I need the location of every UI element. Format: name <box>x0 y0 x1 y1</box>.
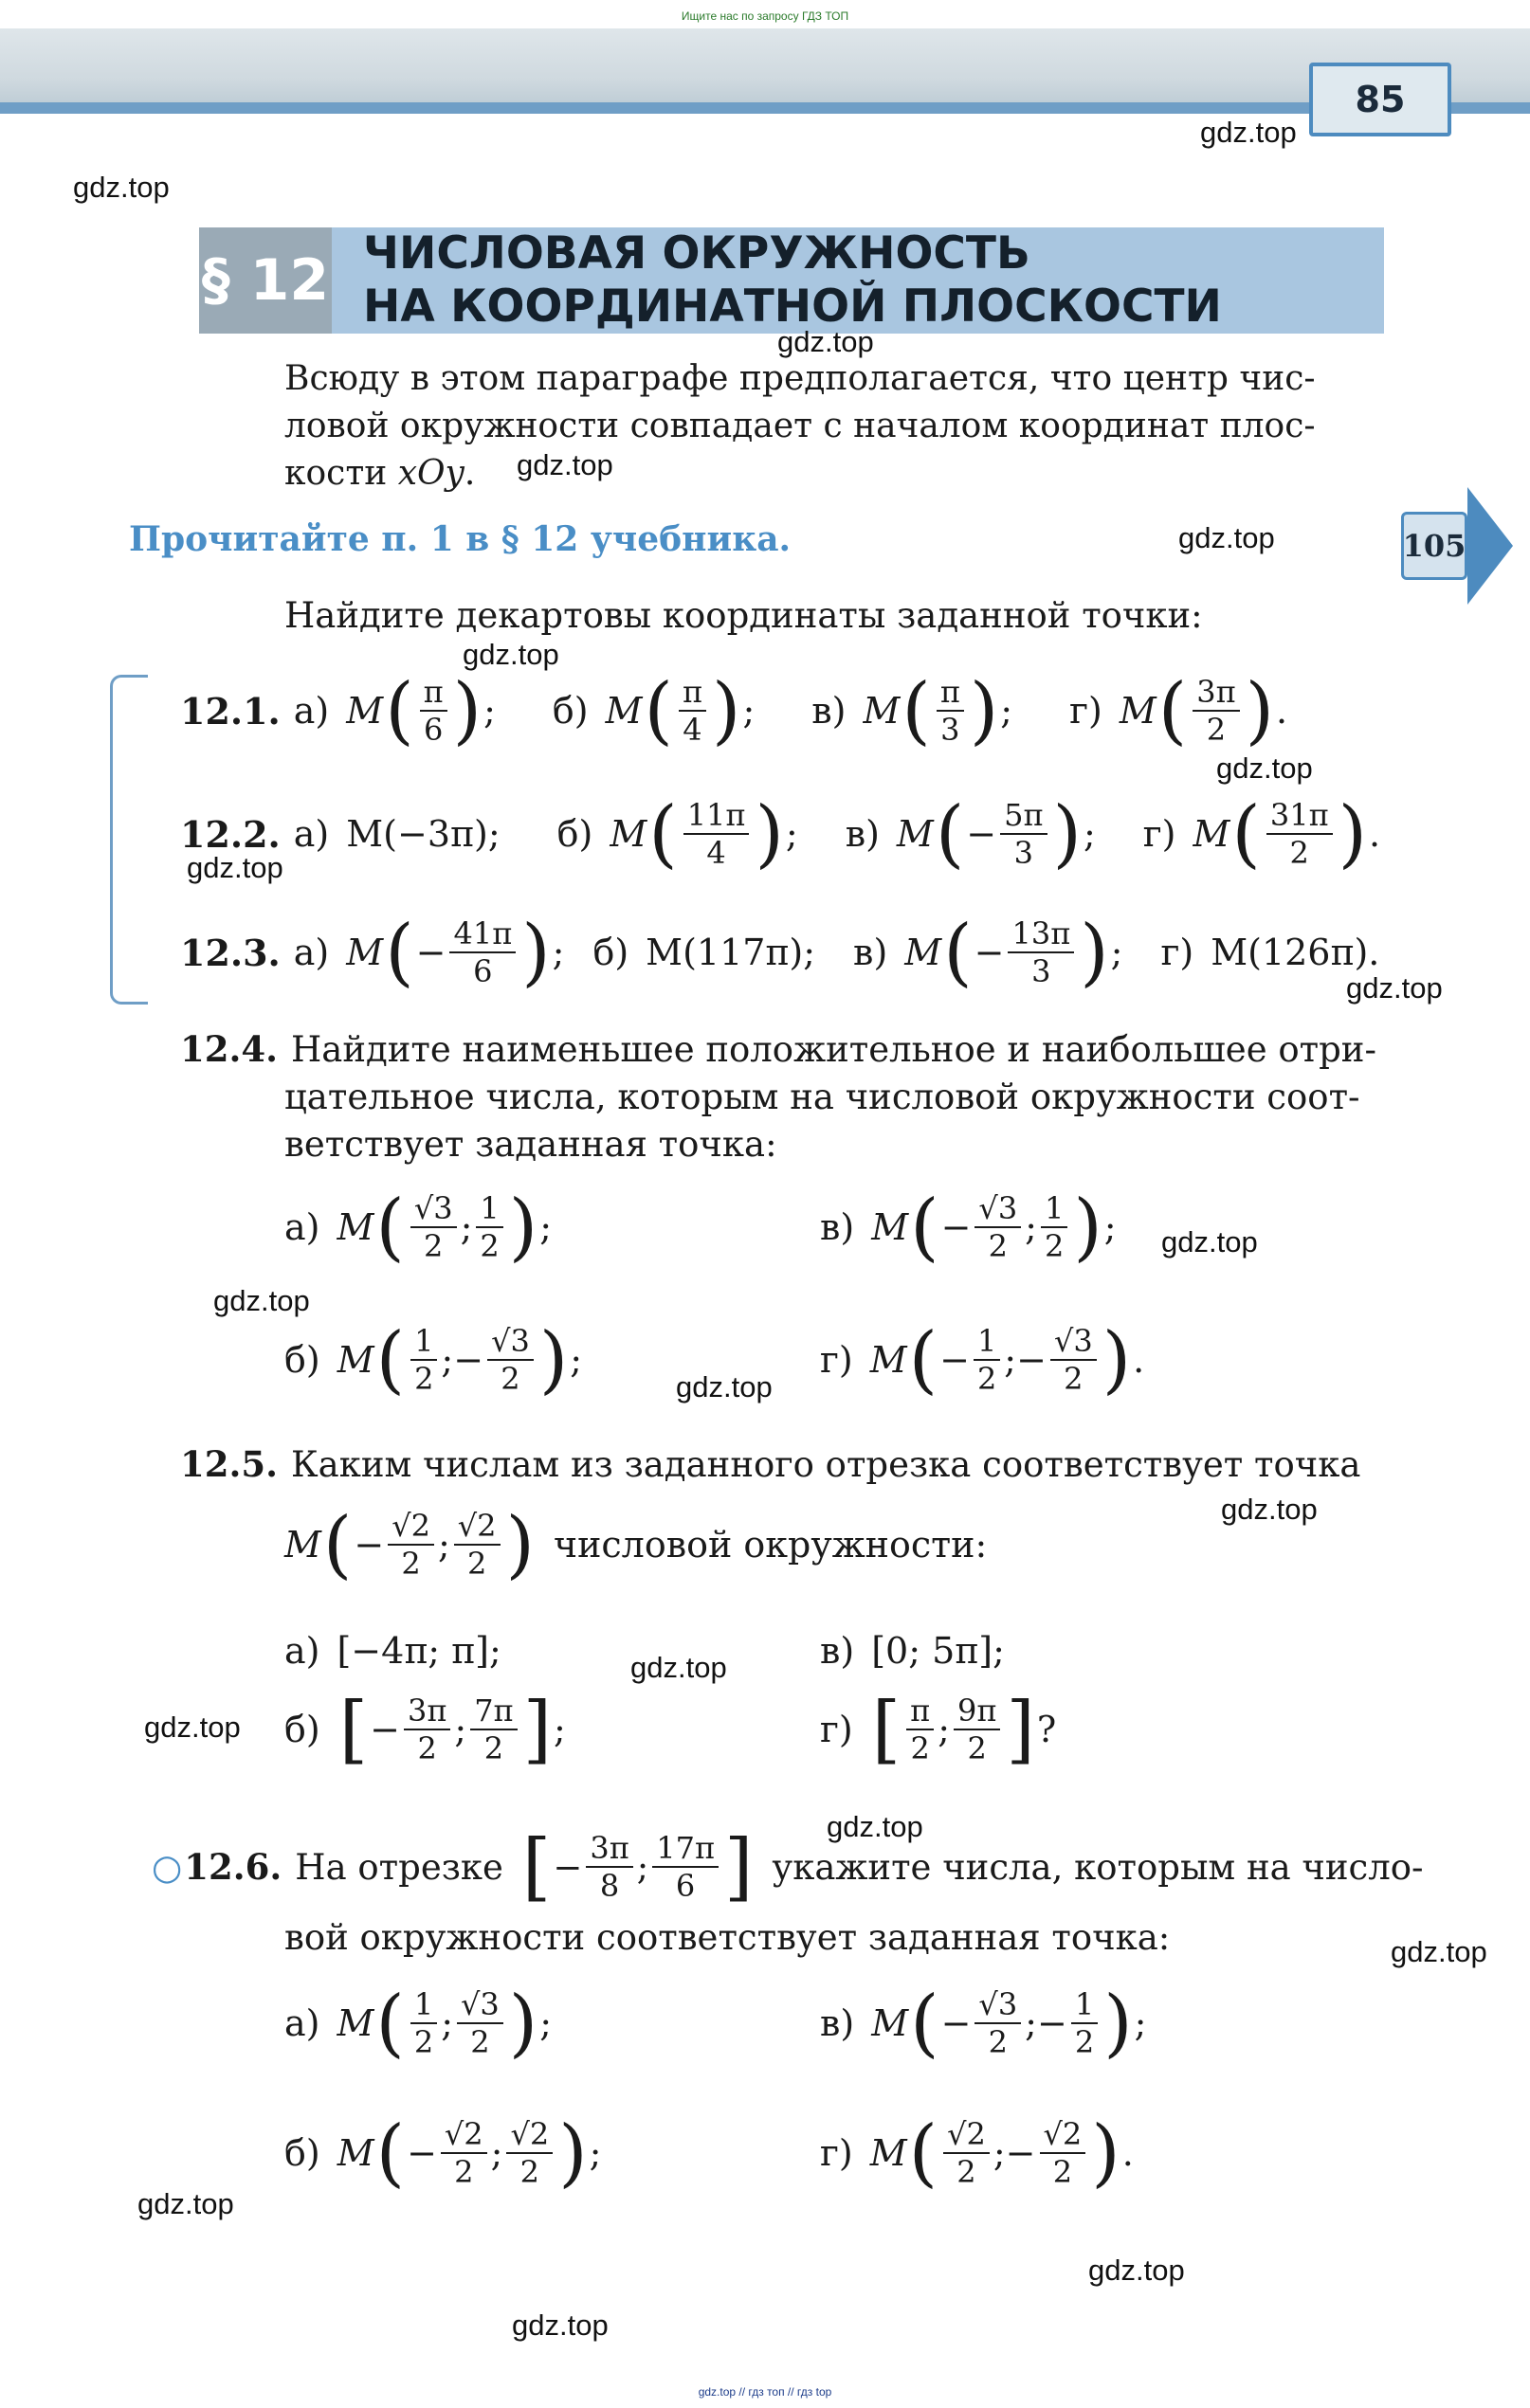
section-title-line2: НА КООРДИНАТНОЙ ПЛОСКОСТИ <box>363 281 1222 333</box>
problem-12-6-a: а) M ( $\frac{1}{2}$ ; $\frac{√3}{2}$ ) ; <box>284 1981 553 2066</box>
problem-12-5-b: б) [ − $\frac{3\pi}{2}$ ; $\frac{7\pi}{2}$ ] ; <box>284 1687 566 1772</box>
fraction: $\frac{\pi}{6}$ <box>420 674 447 748</box>
problem-number: 12.2. <box>180 812 281 856</box>
watermark: gdz.top <box>1391 1935 1487 1968</box>
watermark: gdz.top <box>777 325 874 358</box>
problem-12-4-a: а) M ( $\frac{√3}{2}$ ; $\frac{1}{2}$ ) ; <box>284 1185 553 1270</box>
intro-line1: Всюду в этом параграфе предполагается, что центр чис- <box>284 359 1316 398</box>
problem-12-4-g: г) M ( − $\frac{1}{2}$ ; − $\frac{√3}{2}$ ) . <box>820 1317 1145 1403</box>
problem-number: 12.5. <box>180 1443 278 1485</box>
watermark: gdz.top <box>1346 971 1443 1005</box>
header-stripe <box>0 102 1530 114</box>
watermark: gdz.top <box>463 638 559 671</box>
problem-12-2: 12.2. а) M(−3π); б) M ( $\frac{11\pi}{4}$ ) ; в) M ( − $\frac{5\pi}{3}$ ) ; г) M ( $\frac{31\pi}{2}$ ) . <box>180 791 1381 877</box>
watermark: gdz.top <box>73 171 170 204</box>
watermark: gdz.top <box>1221 1493 1318 1526</box>
problem-number: 12.4. <box>180 1028 278 1070</box>
problem-12-4-v: в) M ( − $\frac{√3}{2}$ ; $\frac{1}{2}$ ) ; <box>820 1185 1117 1270</box>
fraction: $\frac{\pi}{3}$ <box>937 674 964 748</box>
problem-number: 12.1. <box>180 689 281 733</box>
problem-12-6-b: б) M ( − $\frac{√2}{2}$ ; $\frac{√2}{2}$ ) ; <box>284 2110 602 2196</box>
side-arrow-icon <box>1467 487 1513 605</box>
watermark: gdz.top <box>213 1284 310 1317</box>
section-title <box>363 227 1222 334</box>
point-name: M <box>346 690 384 732</box>
fraction: $\frac{11\pi}{4}$ <box>683 797 750 871</box>
watermark: gdz.top <box>1200 116 1297 149</box>
problem-12-3: 12.3. а) M ( − $\frac{41\pi}{6}$ ) ; б) M(117π); в) M ( − $\frac{13\pi}{3}$ ) ; г) M(126π). <box>180 910 1380 995</box>
problem-12-5-point: M ( − $\frac{√2}{2}$ ; $\frac{√2}{2}$ ) числовой окружности: <box>284 1502 988 1587</box>
page-number: 85 <box>1309 63 1451 136</box>
watermark: gdz.top <box>187 851 283 884</box>
side-tab-number: 105 <box>1401 512 1467 580</box>
problem-group-bracket <box>110 675 148 1005</box>
watermark: gdz.top <box>676 1370 773 1403</box>
problem-12-5-v: в) [0; 5π]; <box>820 1630 1005 1672</box>
item-letter: а) <box>293 690 330 732</box>
watermark: gdz.top <box>512 2308 609 2342</box>
top-banner: Ищите нас по запросу ГДЗ ТОП <box>681 9 849 23</box>
watermark: gdz.top <box>517 448 613 481</box>
section-title-line1: ЧИСЛОВАЯ ОКРУЖНОСТЬ <box>363 227 1030 280</box>
intro-end: . <box>464 454 476 493</box>
watermark: gdz.top <box>1178 521 1275 554</box>
fraction: $\frac{3\pi}{2}$ <box>1193 674 1239 748</box>
problem-number: 12.6. <box>184 1846 282 1888</box>
fraction: $\frac{41\pi}{6}$ <box>449 915 516 989</box>
intro-var: xOy <box>397 454 464 493</box>
optional-mark-icon: ○ <box>152 1846 183 1888</box>
intro-line2: ловой окружности совпадает с началом координат плос- <box>284 407 1316 445</box>
watermark: gdz.top <box>630 1651 727 1684</box>
watermark: gdz.top <box>1216 751 1313 785</box>
problem-12-5-a: а) [−4π; π]; <box>284 1630 501 1672</box>
watermark: gdz.top <box>144 1711 241 1744</box>
page-header-band <box>0 28 1530 114</box>
problem-12-4-b: б) M ( $\frac{1}{2}$ ; − $\frac{√3}{2}$ ) ; <box>284 1317 583 1403</box>
fraction: $\frac{5\pi}{3}$ <box>1000 797 1047 871</box>
intro-line3 <box>284 450 1316 498</box>
fraction: $\frac{31\pi}{2}$ <box>1266 797 1333 871</box>
problem-12-6-v: в) M ( − $\frac{√3}{2}$ ; − $\frac{1}{2}$ ) ; <box>820 1981 1147 2066</box>
problem-12-6-g: г) M ( $\frac{√2}{2}$ ; − $\frac{√2}{2}$ ) . <box>820 2110 1134 2196</box>
problem-12-6-line2: вой окружности соответствует заданная точка: <box>284 1917 1171 1958</box>
problem-12-5-g: г) [ $\frac{\pi}{2}$ ; $\frac{9\pi}{2}$ ] ? <box>820 1687 1057 1772</box>
item-letter: б) <box>552 690 589 732</box>
intro-paragraph <box>284 355 1316 498</box>
item-letter: в) <box>811 690 847 732</box>
problem-12-6-line1: ○ 12.6. На отрезке [ − $\frac{3\pi}{8}$ ; $\frac{17\pi}{6}$ ] укажите числа, которым на число- <box>152 1824 1424 1910</box>
section-symbol: § 12 <box>199 227 332 334</box>
problem-12-1: 12.1. а) M ( $\frac{\pi}{6}$ ) ; б) M ( $\frac{\pi}{4}$ ) ; в) M ( $\frac{\pi}{3}$ ) ; г) M ( $\frac{3\pi}{2}$ ) . <box>180 668 1288 753</box>
watermark: gdz.top <box>827 1810 923 1843</box>
intro-line3-text: кости <box>284 454 398 493</box>
item-expression: M(117π); <box>646 932 816 973</box>
fraction: $\frac{13\pi}{3}$ <box>1008 915 1074 989</box>
watermark: gdz.top <box>1161 1225 1258 1258</box>
read-prompt: Прочитайте п. 1 в § 12 учебника. <box>129 519 792 559</box>
problem-12-5-text: 12.5. Каким числам из заданного отрезка соответствует точка <box>180 1443 1361 1485</box>
watermark: gdz.top <box>1088 2254 1185 2287</box>
item-letter: г) <box>1069 690 1102 732</box>
item-expression: M(−3π); <box>346 813 501 855</box>
watermark: gdz.top <box>137 2187 234 2220</box>
problem-12-4-text: 12.4. Найдите наименьшее положительное и наибольшее отри- цательное числа, которым на числовой окружности соот- ветствует заданная точка: <box>180 1028 1376 1165</box>
task-intro: Найдите декартовы координаты заданной точки: <box>284 595 1203 636</box>
bottom-banner: gdz.top // гдз топ // гдз top <box>698 2385 832 2399</box>
item-expression: M(126π). <box>1211 932 1380 973</box>
problem-number: 12.3. <box>180 931 281 974</box>
fraction: $\frac{\pi}{4}$ <box>679 674 706 748</box>
